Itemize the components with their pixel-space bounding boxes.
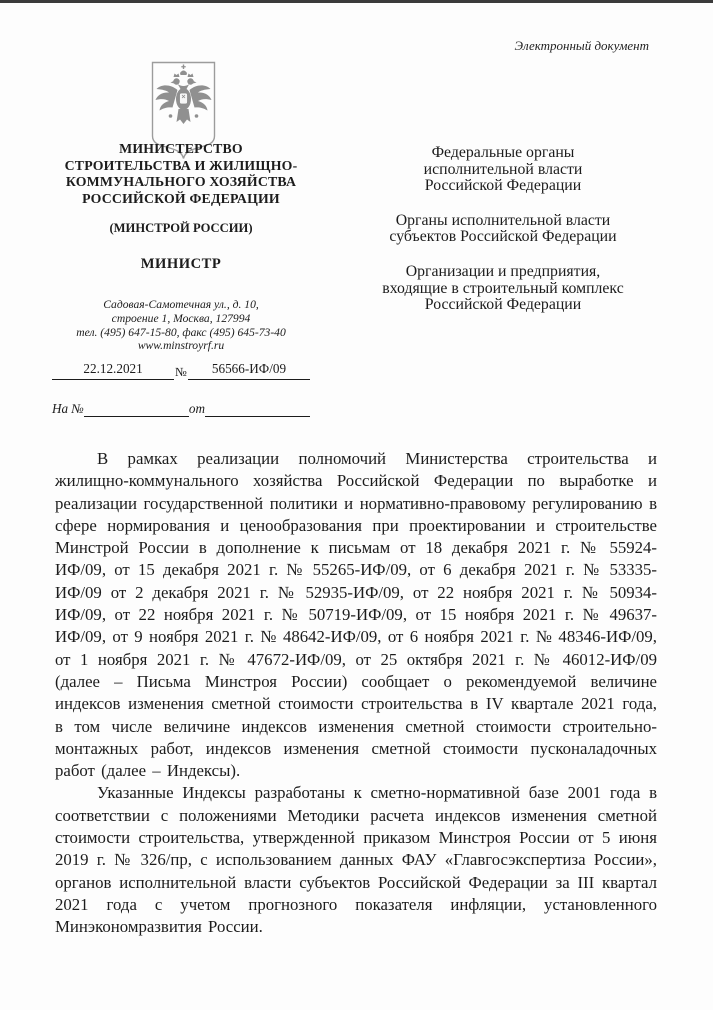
addressee-line: входящие в строительный комплекс <box>382 279 624 297</box>
signer-title: МИНИСТР <box>140 256 222 273</box>
body-paragraph: Указанные Индексы разработаны к сметно-нормативной базе 2001 года в соответствии с положениями Методики расчета индексов изменения сметной стоимости строительства, утвержденной приказом Минстроя России от 5 июня 2019 г. № 326/пр, с использованием данных ФАУ «Главгосэкспертиза России», органов исполнительной власти субъектов Российской Федерации за III квартал 2021 года с учетом прогнозного показателя инфляции, установленного Минэкономразвития России. <box>55 783 657 937</box>
body-paragraph: В рамках реализации полномочий Министерства строительства и жилищно-коммунального хозяйства Российской Федерации по выработке и реализации государственной политики и нормативно-правовому регулированию в сфере нормирования и ценообразования при проектировании и строительстве Минстрой России в дополнение к письмам от 18 декабря 2021 г. № 55924-ИФ/09, от 15 декабря 2021 г. № 55265-ИФ/09, от 6 декабря 2021 г. № 53335-ИФ/09 от 2 декабря 2021 г. № 52935-ИФ/09, от 22 ноября 2021 г. № 50934-ИФ/09, от 22 ноября 2021 г. № 50719-ИФ/09, от 15 ноября 2021 г. № 49637-ИФ/09, от 9 ноября 2021 г. № 48642-ИФ/09, от 6 ноября 2021 г. № 48346-ИФ/09, от 1 ноября 2021 г. № 47672-ИФ/09, от 25 октября 2021 г. № 46012-ИФ/09 (далее – Письма Минстроя России) сообщает о рекомендуемой величине индексов изменения сметной стоимости строительства в IV квартале 2021 года, в том числе величине индексов изменения сметной стоимости строительно-монтажных работ, индексов изменения сметной стоимости пусконаладочных работ (далее – Индексы). <box>55 449 657 781</box>
addressee-line: субъектов Российской Федерации <box>389 228 617 246</box>
addressee-line: Российской Федерации <box>424 296 582 314</box>
window-top-edge <box>0 0 713 3</box>
ministry-name-line: МИНИСТЕРСТВО <box>119 141 243 156</box>
addressee-group <box>372 145 634 195</box>
letter-body <box>55 448 657 939</box>
ministry-name-line: РОССИЙСКОЙ ФЕДЕРАЦИИ <box>82 190 280 206</box>
website-text: www.minstroyrf.ru <box>137 339 225 353</box>
incoming-number-blank <box>84 400 189 417</box>
number-sign-label: № <box>175 364 187 379</box>
addressee-line: Федеральные органы <box>431 144 575 161</box>
incoming-reference-row <box>52 400 310 417</box>
incoming-number-label: На № <box>52 400 84 416</box>
addressee-line: Организации и предприятия, <box>405 262 601 280</box>
addressee-line: Российской Федерации <box>424 177 582 195</box>
electronic-document-note: Электронный документ <box>514 38 649 53</box>
addressee-line: исполнительной власти <box>423 160 583 178</box>
ministry-short-name: (МИНСТРОЙ РОССИИ) <box>109 221 253 236</box>
incoming-from-label: от <box>188 400 205 416</box>
address-block <box>52 298 310 352</box>
ministry-name-line: КОММУНАЛЬНОГО ХОЗЯЙСТВА <box>65 174 297 190</box>
ministry-name <box>52 141 310 207</box>
outgoing-reference-row <box>52 361 310 380</box>
addressee-group <box>372 213 634 246</box>
outgoing-number: 56566-ИФ/09 <box>188 361 310 380</box>
addressee-line: Органы исполнительной власти <box>395 211 611 229</box>
ministry-name-line: СТРОИТЕЛЬСТВА И ЖИЛИЩНО- <box>64 157 298 173</box>
address-line: строение 1, Москва, 127994 <box>111 311 251 325</box>
addressee-group <box>372 264 634 314</box>
incoming-date-blank <box>205 400 310 417</box>
letterhead <box>52 141 310 417</box>
outgoing-date: 22.12.2021 <box>52 361 174 380</box>
address-line: Садовая-Самотечная ул., д. 10, <box>103 298 259 312</box>
address-line: тел. (495) 647-15-80, факс (495) 645-73-40 <box>76 325 286 339</box>
addressees-block <box>372 145 634 332</box>
